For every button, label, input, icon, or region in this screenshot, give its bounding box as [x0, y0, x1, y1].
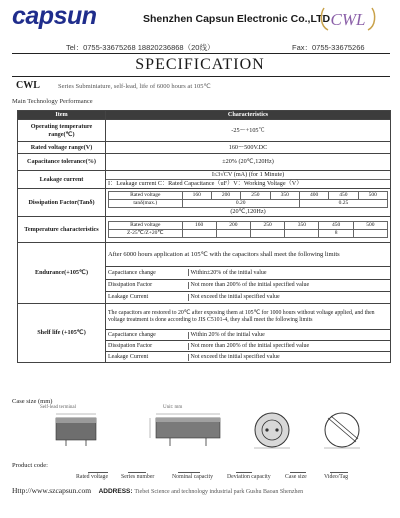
code-slot	[236, 466, 252, 473]
sub-cell: Within 20% of the initial value	[190, 331, 265, 338]
series-code: CWL	[16, 80, 40, 91]
endurance-description: After 6000 hours application at 105℃ with the capacitors shall meet the following limits	[106, 243, 391, 267]
sub-cell: Capacitance change	[106, 332, 188, 339]
title-divider	[12, 76, 390, 77]
product-code-field: Case size	[285, 474, 307, 480]
sub-cell: 450	[319, 222, 353, 230]
sub-cell: 0.25	[299, 199, 387, 207]
sub-cell: 450	[329, 191, 358, 199]
website-link[interactable]: Http://www.szcapsun.com	[12, 486, 92, 495]
address-label: ADDRESS:	[98, 488, 133, 495]
sub-cell	[216, 230, 250, 238]
sub-cell: 500	[353, 222, 387, 230]
col-header-item: Item	[18, 111, 106, 120]
sub-cell: Not exceed the initial specified value	[190, 353, 280, 360]
sub-cell: 250	[251, 222, 285, 230]
sub-cell: 250	[241, 191, 270, 199]
sub-cell	[353, 230, 387, 238]
df-condition: (20℃,120Hz)	[230, 207, 266, 215]
sub-cell: Rated voltage	[109, 222, 183, 230]
df-cell	[106, 189, 391, 217]
page-title: SPECIFICATION	[135, 56, 265, 73]
sub-cell: 160	[182, 222, 216, 230]
sub-cell: Not exceed the initial specified value	[190, 294, 280, 301]
sub-cell: 8	[319, 230, 353, 238]
address-value: Tiebei Science and technology industrial park Gushu Baoan Shenzhen	[134, 489, 304, 495]
table-row	[18, 154, 391, 171]
sub-cell: 200	[211, 191, 240, 199]
col-header-characteristics: Characteristics	[106, 111, 391, 120]
sub-cell: 500	[358, 191, 387, 199]
sub-cell: Leakage Current	[106, 354, 188, 361]
leakage-note: I：Leakage current C：Rated Capacitance（uF）V：Working Voltage（V）	[108, 180, 303, 187]
sub-cell: Dissipation Factor	[106, 343, 188, 350]
table-row	[18, 304, 391, 330]
sub-cell: tanδ(max.)	[109, 199, 183, 207]
drawing-caption: Unit: mm	[163, 405, 183, 410]
product-code-field: Video/Tag	[324, 474, 349, 480]
table-row	[18, 189, 391, 217]
leakage-formula: I≤3√CV (mA) (for 1 Minute)	[106, 171, 390, 180]
capacitor-side-view-icon	[52, 412, 102, 448]
table-row	[18, 171, 391, 189]
specification-table	[17, 110, 391, 363]
case-size-label: Case size (mm)	[12, 398, 53, 405]
sub-cell: 160	[182, 191, 211, 199]
leakage-cell	[106, 171, 391, 189]
code-slot	[88, 466, 108, 473]
sub-cell: Z-25℃/Z+20℃	[109, 230, 183, 238]
fax-text: Fax：0755-33675266	[292, 43, 365, 52]
code-slot	[178, 466, 200, 473]
sub-cell: 350	[270, 191, 299, 199]
sub-cell: 400	[299, 191, 328, 199]
sub-cell: Capacitance change	[106, 269, 188, 276]
row-label: Dissipation Factor(Tanδ)	[18, 189, 106, 217]
row-label: Capacitance tolerance(%)	[18, 154, 106, 171]
sub-cell	[182, 230, 216, 238]
product-code-field: Rated voltage	[76, 474, 109, 480]
temp-subtable	[108, 221, 388, 238]
row-label: Operating temperature range(℃)	[18, 120, 106, 142]
capacitor-top-view-icon	[248, 408, 298, 452]
row-label: Temperature characteristics	[18, 217, 106, 243]
brand-logo-text: capsun	[12, 2, 97, 30]
sub-cell: 350	[285, 222, 319, 230]
df-subtable	[108, 191, 388, 208]
tel-text: Tel：0755-33675268 18820236868（20线）	[66, 43, 215, 52]
series-description: Series Subminiature, self-lead, life of 6000 hours at 105℃	[58, 83, 211, 90]
row-label: Endurance(+105℃)	[18, 243, 106, 304]
company-name: Shenzhen Capsun Electronic Co.,LTD	[143, 13, 331, 25]
code-slot	[330, 466, 348, 473]
code-slot	[128, 466, 146, 473]
product-code-field: Series number	[121, 474, 155, 480]
section-heading: Main Technology Performance	[12, 98, 93, 105]
row-value: ±20% (20℃,120Hz)	[106, 154, 391, 171]
row-label: Leakage current	[18, 171, 106, 189]
capacitor-dimension-view-icon	[148, 410, 228, 450]
sub-cell: Within±20% of the initial value	[190, 269, 267, 276]
logo-text: CWL	[330, 10, 366, 29]
sub-cell	[285, 230, 319, 238]
row-label: Rated voltage range(V)	[18, 142, 106, 154]
capacitor-bottom-view-icon	[318, 408, 368, 452]
table-header-row	[18, 111, 391, 120]
table-row	[18, 217, 391, 243]
drawing-caption: Self-lead terminal	[40, 405, 76, 410]
table-row	[18, 120, 391, 142]
footer	[12, 486, 303, 495]
product-code-field: Deviation capacity	[227, 474, 271, 480]
header-divider	[12, 53, 390, 54]
sub-cell: Not more than 200% of the initial specified value	[190, 282, 310, 289]
sub-cell: 0.20	[182, 199, 299, 207]
row-value: -25～+105℃	[106, 120, 391, 142]
temp-cell	[106, 217, 391, 243]
sub-cell: Not more than 200% of the initial specified value	[190, 342, 310, 349]
shelf-description: The capacitors are restored to 20℃ after exposing them at 105℃ for 1000 hours without voltage applied, and then voltage treatment is done according to JIS C5101-4, they shall meet the following limits	[106, 304, 391, 330]
sub-cell: Dissipation Factor	[106, 282, 188, 289]
code-slot	[290, 466, 306, 473]
row-value: 160～500V.DC	[106, 142, 391, 154]
table-row	[18, 243, 391, 267]
sub-cell: 200	[216, 222, 250, 230]
product-code-field: Nominal capacity	[172, 474, 214, 480]
sub-cell: Rated voltage	[109, 191, 183, 199]
table-row	[18, 142, 391, 154]
product-code-label: Product code:	[12, 462, 48, 469]
cwl-logo-icon	[318, 4, 378, 34]
row-label: Shelf life (+105℃)	[18, 304, 106, 363]
sub-cell	[251, 230, 285, 238]
sub-cell: Leakage Current	[106, 294, 188, 301]
